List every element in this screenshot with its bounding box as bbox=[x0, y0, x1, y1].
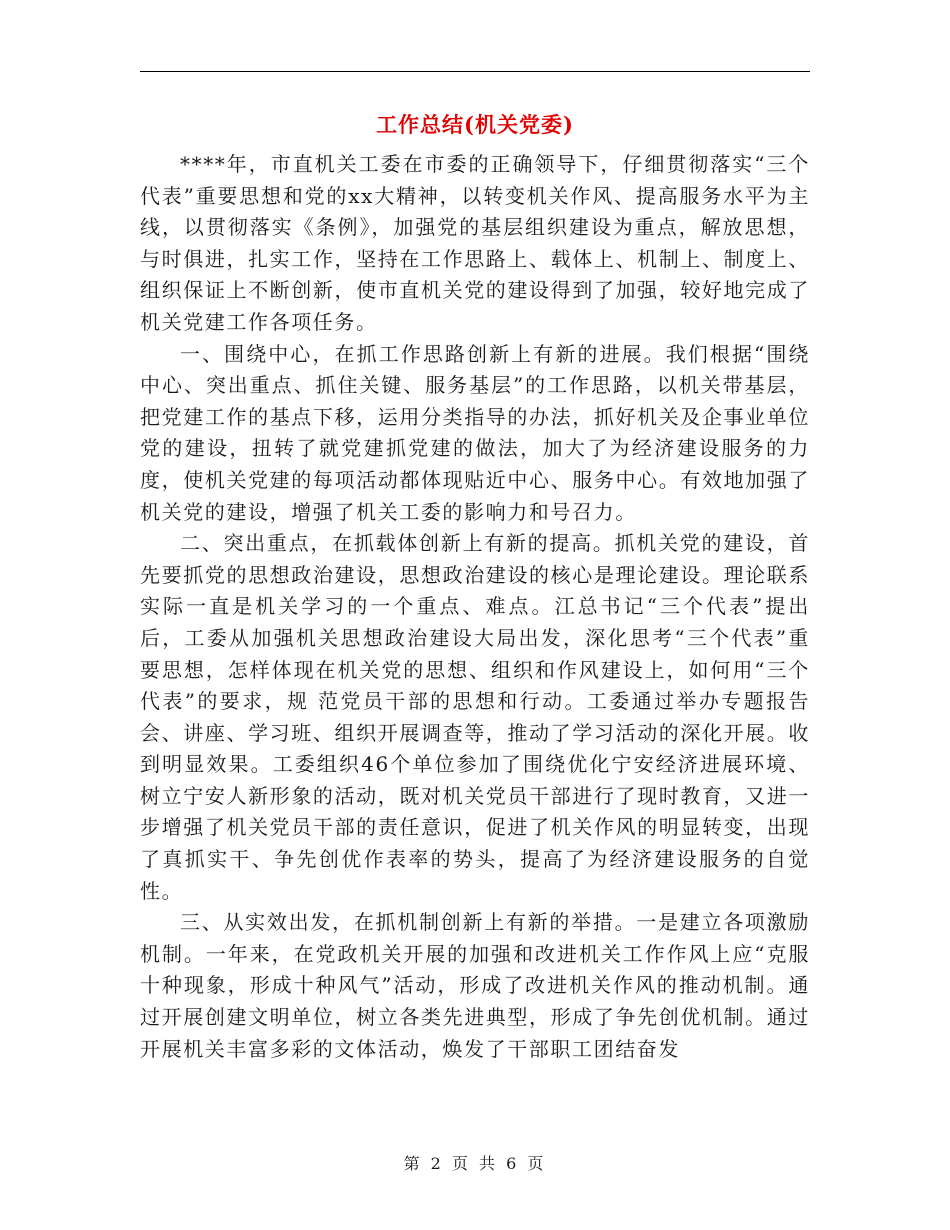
header-rule bbox=[140, 71, 810, 72]
document-title: 工作总结(机关党委) bbox=[376, 112, 574, 137]
section-1-paragraph: 一、围绕中心，在抓工作思路创新上有新的进展。我们根据“围绕中心、突出重点、抓住关键、服务基层”的工作思路，以机关带基层，把党建工作的基点下移，运用分类指导的办法，抓好机关及企事业单位党的建设，扭转了就党建抓党建的做法，加大了为经济建设服务的力度，使机关党建的每项活动都体现贴近中心、服务中心。有效地加强了机关党的建设，增强了机关工委的影响力和号召力。 bbox=[140, 341, 810, 524]
page-number-footer: 第 2 页 共 6 页 bbox=[403, 1154, 547, 1173]
section-2-paragraph: 二、突出重点，在抓载体创新上有新的提高。抓机关党的建设，首先要抓党的思想政治建设，思想政治建设的核心是理论建设。理论联系实际一直是机关学习的一个重点、难点。江总书记“三个代表”提出后，工委从加强机关思想政治建设大局出发，深化思考“三个代表”重要思想，怎样体现在机关党的思想、组织和作风建设上，如何用“三个代表”的要求，规 范党员干部的思想和行动。工委通过举办专题报告会、讲座、学习班、组织开展调查等，推动了学习活动的深化开展。收到明显效果。工委组织46个单位参加了围绕优化宁安经济进展环境、树立宁安人新形象的活动，既对机关党员干部进行了现时教育，又进一步增强了机关党员干部的责任意识，促进了机关作风的明显转变，出现了真抓实干、争先创优作表率的势头，提高了为经济建设服务的自觉性。 bbox=[140, 531, 810, 903]
intro-paragraph: ****年，市直机关工委在市委的正确领导下，仔细贯彻落实“三个代表”重要思想和党的xx大精神，以转变机关作风、提高服务水平为主线，以贯彻落实《条例》，加强党的基层组织建设为重点，解放思想，与时俱进，扎实工作，坚持在工作思路上、载体上、机制上、制度上、组织保证上不断创新，使市直机关党的建设得到了加强，较好地完成了机关党建工作各项任务。 bbox=[140, 152, 810, 334]
section-3-paragraph: 三、从实效出发，在抓机制创新上有新的举措。一是建立各项激励机制。一年来，在党政机关开展的加强和改进机关工作作风上应“克服十种现象，形成十种风气”活动，形成了改进机关作风的推动机制。通过开展创建文明单位，树立各类先进典型，形成了争先创优机制。通过开展机关丰富多彩的文体活动，焕发了干部职工团结奋发 bbox=[140, 910, 810, 1061]
document-body bbox=[140, 149, 810, 1065]
